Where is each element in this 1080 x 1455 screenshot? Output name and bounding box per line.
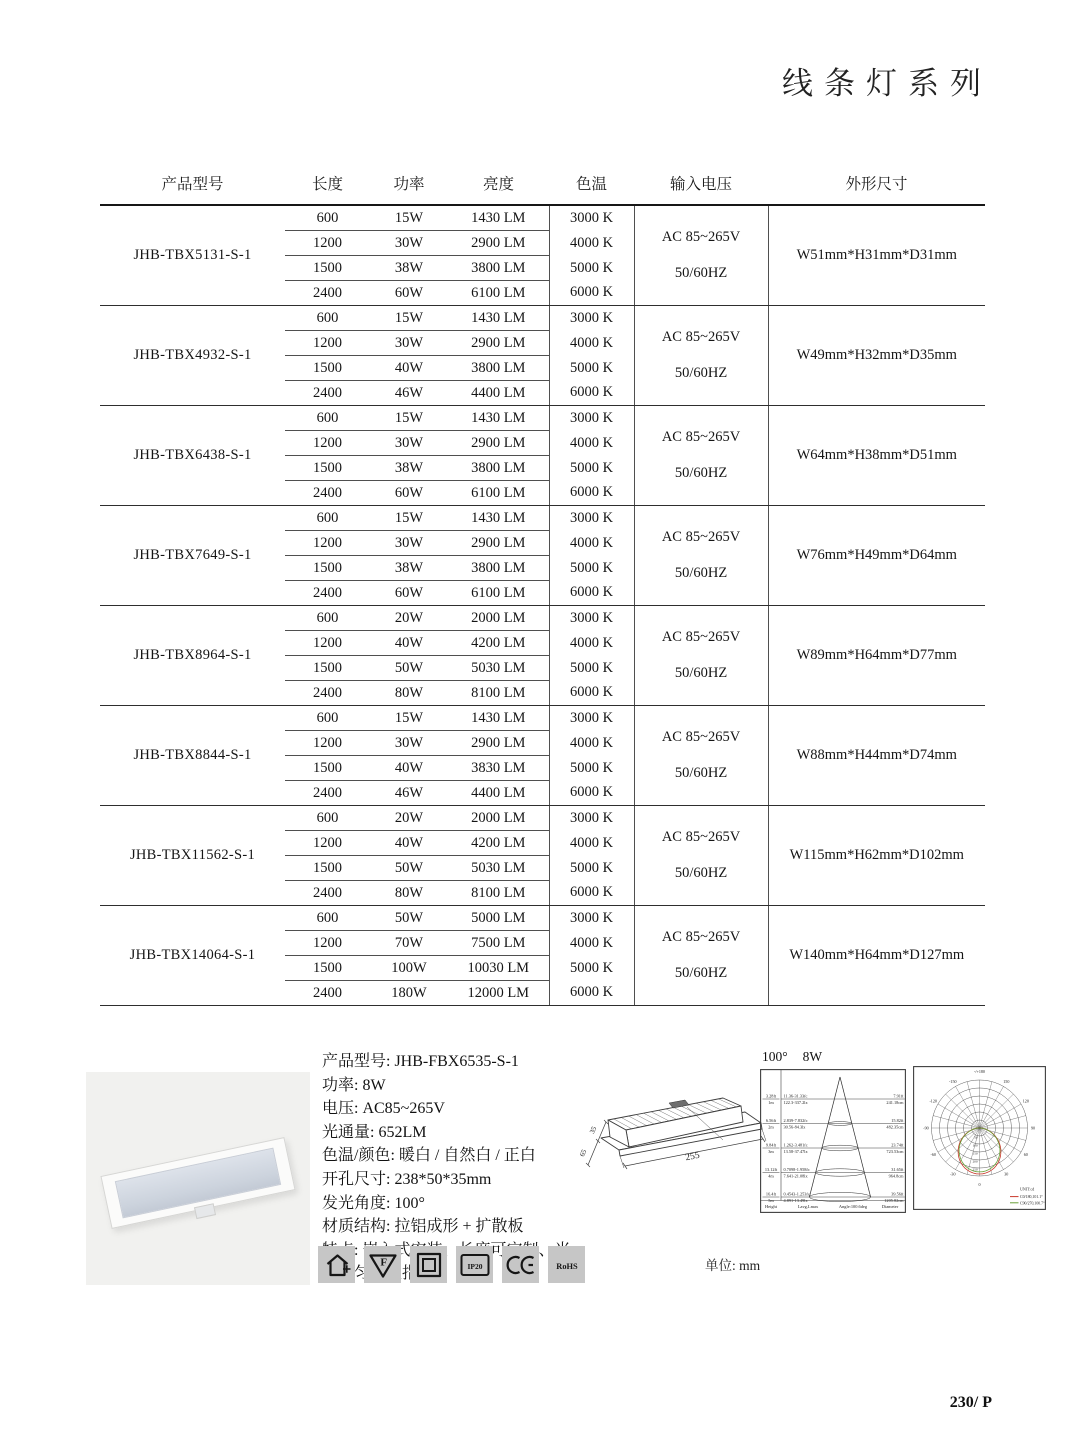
fixture-image xyxy=(100,1137,295,1229)
polar-ring-value: 100 xyxy=(972,1143,978,1148)
voltage-cell xyxy=(634,806,768,906)
ip-rating-text: IP20 xyxy=(467,1261,482,1271)
unit-note: 单位: mm xyxy=(705,1258,761,1273)
dimensions-cell: W51mm*H31mm*D31mm xyxy=(768,205,985,306)
length-cell: 1500 xyxy=(285,256,370,281)
cct-cell: 3000 K xyxy=(549,606,634,631)
column-header: 长度 xyxy=(285,168,370,205)
length-cell: 600 xyxy=(285,806,370,831)
power-cell: 80W xyxy=(370,681,448,706)
cone-height-m: 4m xyxy=(768,1173,774,1179)
column-header: 亮度 xyxy=(448,168,549,205)
brightness-cell: 8100 LM xyxy=(448,681,549,706)
cct-cell: 6000 K xyxy=(549,681,634,706)
voltage-line2: 50/60HZ xyxy=(674,965,728,981)
voltage-line1: AC 85~265V xyxy=(661,429,741,445)
brightness-cell: 4200 LM xyxy=(448,831,549,856)
class-ii-icon xyxy=(410,1246,447,1283)
length-cell: 2400 xyxy=(285,981,370,1006)
polar-angle-label: -90 xyxy=(923,1125,929,1131)
brightness-cell: 3800 LM xyxy=(448,456,549,481)
cone-height-m: 5m xyxy=(768,1198,774,1203)
dimension-255: 255 xyxy=(684,1150,701,1164)
brightness-cell: 1430 LM xyxy=(448,706,549,731)
brightness-cell: 12000 LM xyxy=(448,981,549,1006)
voltage-line1: AC 85~265V xyxy=(661,729,741,745)
brightness-cell: 2900 LM xyxy=(448,431,549,456)
cct-cell: 5000 K xyxy=(549,356,634,381)
power-cell: 38W xyxy=(370,456,448,481)
brightness-cell: 3830 LM xyxy=(448,756,549,781)
cone-footcandle: 0.4543-1.253fc xyxy=(783,1191,810,1197)
length-cell: 1200 xyxy=(285,631,370,656)
class-ii-glyph xyxy=(411,1247,447,1283)
length-cell: 1500 xyxy=(285,856,370,881)
spec-line: 功率: 8W xyxy=(322,1076,386,1094)
length-cell: 600 xyxy=(285,205,370,231)
cct-cell: 3000 K xyxy=(549,406,634,431)
rohs-glyph xyxy=(549,1247,585,1283)
cone-lux: 30.56-84.3lx xyxy=(783,1124,806,1130)
voltage-line2: 50/60HZ xyxy=(674,365,728,381)
spec-line: 材质结构: 拉铝成形 + 扩散板 xyxy=(322,1218,524,1236)
voltage-cell xyxy=(634,706,768,806)
length-cell: 2400 xyxy=(285,681,370,706)
brightness-cell: 8100 LM xyxy=(448,881,549,906)
polar-angle-label: 90 xyxy=(1030,1125,1036,1131)
power-cell: 60W xyxy=(370,581,448,606)
model-cell: JHB-TBX8844-S-1 xyxy=(100,706,285,806)
cct-cell: 4000 K xyxy=(549,231,634,256)
column-header: 产品型号 xyxy=(100,168,285,205)
f-mark-icon xyxy=(364,1246,401,1283)
cct-cell: 5000 K xyxy=(549,956,634,981)
ip-rating-glyph xyxy=(457,1247,493,1283)
cct-cell: 5000 K xyxy=(549,556,634,581)
spec-line: 色温/颜色: 暖白 / 自然白 / 正白 xyxy=(322,1147,536,1165)
length-cell: 1500 xyxy=(285,656,370,681)
cone-lux: 4.891-13.49lx xyxy=(783,1198,808,1203)
f-mark-text: F xyxy=(379,1256,387,1269)
cone-diagram xyxy=(760,1069,906,1213)
cct-cell: 6000 K xyxy=(549,981,634,1006)
voltage-cell xyxy=(634,306,768,406)
cone-diagram-block xyxy=(760,1049,906,1218)
voltage-line1: AC 85~265V xyxy=(661,329,741,345)
voltage-line1: AC 85~265V xyxy=(661,929,741,945)
cct-cell: 3000 K xyxy=(549,306,634,331)
cct-cell: 5000 K xyxy=(549,756,634,781)
voltage-line2: 50/60HZ xyxy=(674,665,728,681)
fixture-clip xyxy=(194,1203,216,1219)
polar-diagram xyxy=(913,1066,1046,1210)
table-row xyxy=(100,506,985,531)
length-cell: 1200 xyxy=(285,931,370,956)
dimension-35: 35 xyxy=(588,1125,599,1136)
length-cell: 600 xyxy=(285,906,370,931)
power-cell: 30W xyxy=(370,431,448,456)
voltage-cell xyxy=(634,606,768,706)
product-photo xyxy=(86,1072,310,1285)
brightness-cell: 2900 LM xyxy=(448,331,549,356)
table-row xyxy=(100,406,985,431)
voltage-line2: 50/60HZ xyxy=(674,765,728,781)
polar-legend-entry: C0/180,101.1° xyxy=(1020,1195,1043,1200)
length-cell: 2400 xyxy=(285,281,370,306)
length-cell: 1200 xyxy=(285,831,370,856)
brightness-cell: 3800 LM xyxy=(448,556,549,581)
cct-cell: 4000 K xyxy=(549,631,634,656)
spec-line: 光通量: 652LM xyxy=(322,1123,427,1141)
power-cell: 15W xyxy=(370,406,448,431)
power-cell: 60W xyxy=(370,481,448,506)
power-cell: 38W xyxy=(370,256,448,281)
brightness-cell: 6100 LM xyxy=(448,281,549,306)
brightness-cell: 2900 LM xyxy=(448,731,549,756)
power-cell: 80W xyxy=(370,881,448,906)
voltage-line1: AC 85~265V xyxy=(661,229,741,245)
ce-mark-glyph xyxy=(503,1247,539,1283)
indoor-use-glyph xyxy=(319,1247,355,1283)
length-cell: 1200 xyxy=(285,531,370,556)
power-cell: 100W xyxy=(370,956,448,981)
power-cell: 30W xyxy=(370,331,448,356)
brightness-cell: 1430 LM xyxy=(448,406,549,431)
brightness-cell: 2000 LM xyxy=(448,606,549,631)
cone-footer-label: Diameter xyxy=(881,1203,899,1209)
power-label: 8W xyxy=(802,1049,823,1064)
model-cell: JHB-TBX5131-S-1 xyxy=(100,205,285,306)
cone-height-m: 2m xyxy=(768,1124,774,1130)
spec-line: 电压: AC85~265V xyxy=(322,1100,445,1118)
polar-ring-value: 150 xyxy=(972,1151,978,1156)
length-cell: 1500 xyxy=(285,456,370,481)
polar-unit-label: UNIT:cd xyxy=(1020,1186,1035,1192)
column-header: 色温 xyxy=(549,168,634,205)
power-cell: 46W xyxy=(370,781,448,806)
length-cell: 2400 xyxy=(285,881,370,906)
cone-diameter-cm: 241.18cm xyxy=(886,1100,904,1105)
voltage-cell xyxy=(634,406,768,506)
table-row xyxy=(100,205,985,231)
cone-footcandle: 2.839-7.832fc xyxy=(783,1117,808,1123)
cone-footcandle: 11.36-31.33fc xyxy=(783,1093,808,1099)
brightness-cell: 1430 LM xyxy=(448,506,549,531)
power-cell: 50W xyxy=(370,656,448,681)
voltage-cell xyxy=(634,205,768,306)
fixture-line-drawing xyxy=(573,1080,773,1220)
table-row xyxy=(100,706,985,731)
cone-diameter-ft: 31.65ft xyxy=(891,1166,904,1172)
voltage-line2: 50/60HZ xyxy=(674,265,728,281)
table-row xyxy=(100,806,985,831)
cone-height-ft: 3.28ft xyxy=(765,1093,777,1099)
voltage-line2: 50/60HZ xyxy=(674,865,728,881)
cone-footer-label: Lavg,Lmax xyxy=(797,1203,819,1209)
power-cell: 60W xyxy=(370,281,448,306)
cone-diameter-cm: 964.8cm xyxy=(888,1173,904,1179)
brightness-cell: 6100 LM xyxy=(448,581,549,606)
cone-footer-label: Height xyxy=(765,1203,777,1209)
brightness-cell: 10030 LM xyxy=(448,956,549,981)
length-cell: 1200 xyxy=(285,431,370,456)
polar-angle-label: 120 xyxy=(1022,1098,1029,1104)
rohs-text: RoHS xyxy=(555,1261,578,1271)
dimensions-cell: W89mm*H64mm*D77mm xyxy=(768,606,985,706)
page-title: 线条灯系列 xyxy=(782,66,992,101)
rohs-icon xyxy=(548,1246,585,1283)
power-cell: 30W xyxy=(370,231,448,256)
power-cell: 46W xyxy=(370,381,448,406)
indoor-use-icon xyxy=(318,1246,355,1283)
power-cell: 180W xyxy=(370,981,448,1006)
table-row xyxy=(100,306,985,331)
power-cell: 30W xyxy=(370,731,448,756)
spec-line: 开孔尺寸: 238*50*35mm xyxy=(322,1170,492,1188)
certification-icons xyxy=(318,1246,585,1283)
length-cell: 1500 xyxy=(285,756,370,781)
polar-diagram-block xyxy=(913,1066,1046,1215)
cct-cell: 3000 K xyxy=(549,506,634,531)
polar-ring-value: 200 xyxy=(972,1159,978,1164)
cct-cell: 4000 K xyxy=(549,731,634,756)
cct-cell: 6000 K xyxy=(549,581,634,606)
polar-angle-label: 0 xyxy=(978,1181,981,1187)
cct-cell: 4000 K xyxy=(549,531,634,556)
spec-table xyxy=(100,168,985,1006)
model-cell: JHB-TBX14064-S-1 xyxy=(100,906,285,1006)
voltage-line2: 50/60HZ xyxy=(674,565,728,581)
dimension-65: 65 xyxy=(578,1148,589,1159)
cct-cell: 3000 K xyxy=(549,906,634,931)
voltage-cell xyxy=(634,906,768,1006)
cct-cell: 5000 K xyxy=(549,656,634,681)
cone-diagram-title xyxy=(762,1049,906,1065)
length-cell: 2400 xyxy=(285,581,370,606)
cone-height-ft: 6.56ft xyxy=(765,1117,777,1123)
power-cell: 40W xyxy=(370,631,448,656)
cone-diameter-cm: 482.35cm xyxy=(886,1124,904,1130)
cone-footcandle: 0.7098-1.958fc xyxy=(783,1166,810,1172)
brightness-cell: 2000 LM xyxy=(448,806,549,831)
model-cell: JHB-TBX11562-S-1 xyxy=(100,806,285,906)
polar-angle-label: -120 xyxy=(929,1098,937,1104)
power-cell: 40W xyxy=(370,756,448,781)
cone-diameter-ft: 39.56ft xyxy=(891,1191,904,1197)
cone-height-ft: 9.84ft xyxy=(765,1142,777,1148)
power-cell: 15W xyxy=(370,706,448,731)
model-cell: JHB-TBX7649-S-1 xyxy=(100,506,285,606)
table-row xyxy=(100,906,985,931)
cct-cell: 5000 K xyxy=(549,456,634,481)
cct-cell: 6000 K xyxy=(549,781,634,806)
column-header: 外形尺寸 xyxy=(768,168,985,205)
length-cell: 1200 xyxy=(285,731,370,756)
voltage-line1: AC 85~265V xyxy=(661,829,741,845)
length-cell: 600 xyxy=(285,506,370,531)
cone-diameter-ft: 7.91ft xyxy=(893,1093,904,1099)
length-cell: 600 xyxy=(285,406,370,431)
power-cell: 30W xyxy=(370,531,448,556)
cct-cell: 6000 K xyxy=(549,481,634,506)
length-cell: 600 xyxy=(285,306,370,331)
brightness-cell: 3800 LM xyxy=(448,356,549,381)
model-cell: JHB-TBX6438-S-1 xyxy=(100,406,285,506)
length-cell: 2400 xyxy=(285,381,370,406)
voltage-line2: 50/60HZ xyxy=(674,465,728,481)
polar-angle-label: -60 xyxy=(930,1152,936,1158)
cone-lux: 7.641-21.08lx xyxy=(783,1173,808,1179)
cct-cell: 6000 K xyxy=(549,381,634,406)
technical-drawing xyxy=(573,1080,773,1220)
power-cell: 38W xyxy=(370,556,448,581)
table-row xyxy=(100,606,985,631)
power-cell: 20W xyxy=(370,606,448,631)
length-cell: 600 xyxy=(285,706,370,731)
dimensions-cell: W140mm*H64mm*D127mm xyxy=(768,906,985,1006)
cone-height-m: 3m xyxy=(768,1149,774,1154)
polar-legend-entry: C90/270,100.7° xyxy=(1020,1201,1045,1206)
polar-angle-label: -150 xyxy=(949,1079,957,1085)
power-cell: 70W xyxy=(370,931,448,956)
cct-cell: 4000 K xyxy=(549,931,634,956)
voltage-cell xyxy=(634,506,768,606)
brightness-cell: 4400 LM xyxy=(448,781,549,806)
column-header: 输入电压 xyxy=(634,168,768,205)
cone-diameter-ft: 15.82ft xyxy=(891,1117,904,1123)
polar-angle-label: 60 xyxy=(1023,1152,1028,1158)
beam-angle-label: 100° xyxy=(762,1049,788,1064)
cct-cell: 4000 K xyxy=(549,331,634,356)
dimensions-cell: W76mm*H49mm*D64mm xyxy=(768,506,985,606)
dimensions-cell: W115mm*H62mm*D102mm xyxy=(768,806,985,906)
brightness-cell: 4200 LM xyxy=(448,631,549,656)
polar-ring-value: 50 xyxy=(974,1135,978,1140)
cone-height-ft: 13.12ft xyxy=(764,1166,778,1172)
cct-cell: 4000 K xyxy=(549,831,634,856)
brightness-cell: 4400 LM xyxy=(448,381,549,406)
cct-cell: 3000 K xyxy=(549,205,634,231)
length-cell: 1200 xyxy=(285,231,370,256)
brightness-cell: 5030 LM xyxy=(448,856,549,881)
power-cell: 50W xyxy=(370,856,448,881)
model-cell: JHB-TBX8964-S-1 xyxy=(100,606,285,706)
spec-line: 发光角度: 100° xyxy=(322,1194,425,1212)
cone-height-m: 1m xyxy=(768,1100,774,1105)
cone-footer-label: Angle:100.6deg xyxy=(838,1203,868,1209)
power-cell: 15W xyxy=(370,506,448,531)
cone-lux: 122.3-337.2lx xyxy=(783,1100,808,1105)
polar-angle-label: 150 xyxy=(1003,1079,1010,1085)
cct-cell: 4000 K xyxy=(549,431,634,456)
page-number: 230/ P xyxy=(949,1394,992,1411)
ce-mark-icon xyxy=(502,1246,539,1283)
power-cell: 50W xyxy=(370,906,448,931)
cct-cell: 5000 K xyxy=(549,256,634,281)
brightness-cell: 5030 LM xyxy=(448,656,549,681)
cone-diameter-cm: 1205.82cm xyxy=(884,1198,904,1203)
cct-cell: 6000 K xyxy=(549,881,634,906)
brightness-cell: 2900 LM xyxy=(448,231,549,256)
power-cell: 40W xyxy=(370,356,448,381)
cct-cell: 3000 K xyxy=(549,806,634,831)
cone-height-ft: 16.4ft xyxy=(765,1191,777,1197)
spec-table-header xyxy=(100,168,985,205)
brightness-cell: 1430 LM xyxy=(448,205,549,231)
power-cell: 40W xyxy=(370,831,448,856)
length-cell: 1500 xyxy=(285,356,370,381)
cct-cell: 3000 K xyxy=(549,706,634,731)
dimensions-cell: W88mm*H44mm*D74mm xyxy=(768,706,985,806)
cone-footcandle: 1.262-3.481fc xyxy=(783,1142,808,1148)
voltage-line1: AC 85~265V xyxy=(661,629,741,645)
cone-diameter-cm: 723.53cm xyxy=(886,1149,904,1154)
brightness-cell: 3800 LM xyxy=(448,256,549,281)
cct-cell: 6000 K xyxy=(549,281,634,306)
dimensions-cell: W64mm*H38mm*D51mm xyxy=(768,406,985,506)
polar-ring-value: 250 xyxy=(972,1167,978,1172)
f-mark-glyph xyxy=(365,1247,401,1283)
voltage-line1: AC 85~265V xyxy=(661,529,741,545)
polar-angle-label: -30 xyxy=(950,1171,956,1177)
brightness-cell: 6100 LM xyxy=(448,481,549,506)
length-cell: 1500 xyxy=(285,556,370,581)
length-cell: 1500 xyxy=(285,956,370,981)
model-cell: JHB-TBX4932-S-1 xyxy=(100,306,285,406)
length-cell: 2400 xyxy=(285,781,370,806)
cct-cell: 5000 K xyxy=(549,856,634,881)
polar-angle-label: 30 xyxy=(1004,1171,1009,1177)
spec-line: 产品型号: JHB-FBX6535-S-1 xyxy=(322,1053,519,1070)
brightness-cell: 7500 LM xyxy=(448,931,549,956)
power-cell: 15W xyxy=(370,306,448,331)
polar-angle-label: -/+180 xyxy=(974,1068,985,1074)
brightness-cell: 1430 LM xyxy=(448,306,549,331)
cone-diameter-ft: 23.74ft xyxy=(891,1142,904,1148)
length-cell: 1200 xyxy=(285,331,370,356)
cone-lux: 13.58-37.47lx xyxy=(783,1149,808,1154)
ip-rating-icon xyxy=(456,1246,493,1283)
power-cell: 15W xyxy=(370,205,448,231)
brightness-cell: 2900 LM xyxy=(448,531,549,556)
column-header: 功率 xyxy=(370,168,448,205)
length-cell: 2400 xyxy=(285,481,370,506)
power-cell: 20W xyxy=(370,806,448,831)
brightness-cell: 5000 LM xyxy=(448,906,549,931)
length-cell: 600 xyxy=(285,606,370,631)
dimensions-cell: W49mm*H32mm*D35mm xyxy=(768,306,985,406)
